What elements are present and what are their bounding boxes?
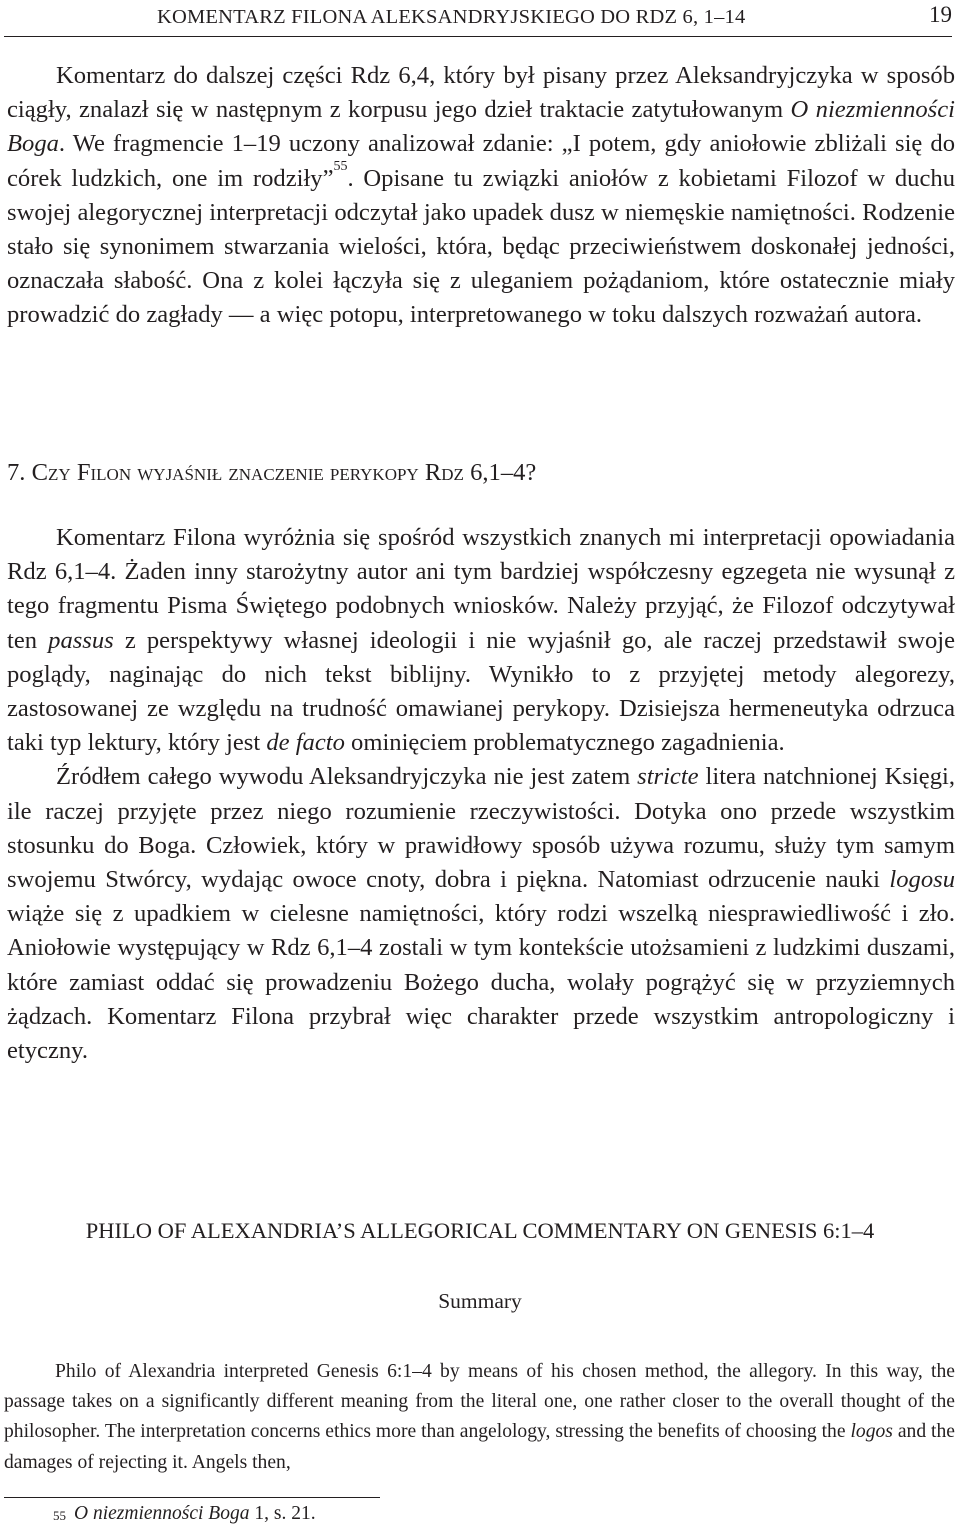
paragraph-commentary-continuation: Komentarz do dalszej części Rdz 6,4, który był pisany przez Aleksandryjczyka w sposób ciągły, znalazł się w następnym z korpusu jego dzieł traktacie zatytułowanym O niezmienności Boga. We fragmencie 1–19 uczony analizował zdanie: „I potem, gdy aniołowie zbliżali się do córek ludzkich, one im rodziły”$^{55}$. Opisane tu związki aniołów z kobietami Filozof w duchu swojej alegorycznej interpretacji odczytał jako upadek dusz w niemęskie namiętności. Rodzenie stało się synonimem stwarzania wielości, która, będąc przeciwieństwem doskonałej jedności, oznaczała słabość. Ona z kolei łączyła się z uleganiem pożądaniom, które ostatecznie miały prowadzić do zagłady — a więc potopu, interpretowanego w toku dalszych rozważań autora. <box>7 62 955 329</box>
italic-logosu: logosu <box>889 866 955 894</box>
section-heading: 7. Czy Filon wyjaśnił znaczenie perykopy Rdz 6,1–4? <box>7 459 537 486</box>
body-text-top <box>7 59 955 333</box>
italic-title: O niezmienności Boga <box>7 96 955 158</box>
summary-label: Summary <box>438 1289 522 1313</box>
summary-title: PHILO OF ALEXANDRIA’S ALLEGORICAL COMMENTARY ON GENESIS 6:1–4 <box>85 1218 875 1243</box>
footnote-divider <box>4 1497 380 1498</box>
italic-de-facto: de facto <box>266 729 345 757</box>
footnote-reference: 55 <box>333 158 348 174</box>
footnote-number: 55 <box>53 1508 66 1523</box>
italic-passus: passus <box>48 626 114 654</box>
paragraph-source-of-argument: Źródłem całego wywodu Aleksandryjczyka nie jest zatem stricte litera natchnionej Księgi, ile raczej przyjęte przez niego rozumienie rzeczywistości. Dotyka ono przede wszystkim stosunku do Boga. Człowiek, który w prawidłowy sposób używa rozumu, służy tym samym swojemu Stwórcy, wydając owoce cnoty, dobra i piękna. Natomiast odrzucenie nauki logosu wiąże się z upadkiem w cielesne namiętności, który rodzi wszelką niesprawiedliwość i zło. Aniołowie występujący w Rdz 6,1–4 zostali w tym kontekście utożsamieni z ludzkimi duszami, które zamiast oddać się prowadzeniu Bożego ducha, wolały pogrążyć się w przyziemnych żądzach. Komentarz Filona przybrał więc charakter przede wszystkim antropologiczny i etyczny. <box>7 763 955 1065</box>
body-text-section7 <box>7 521 955 1068</box>
footnote-italic-title: O niezmienności Boga <box>74 1503 250 1524</box>
page-number: 19 <box>929 2 952 27</box>
paragraph-philo-commentary: Komentarz Filona wyróżnia się spośród wszystkich znanych mi interpretacji opowiadania Rdz 6,1–4. Żaden inny starożytny autor ani tym bardziej współczesny egzegeta nie wysunął z tego fragmentu Pisma Świętego podobnych wniosków. Należy przyjąć, że Filozof odczytywał ten passus z perspektywy własnej ideologii i nie wyjaśnił go, ale raczej przedstawił swoje poglądy, naginając do nich tekst biblijny. Wynikło to z przyjętej metody alegorezy, zastosowanej ze względu na trudność omawianej perykopy. Dzisiejsza hermeneutyka odrzuca taki typ lektury, który jest de facto ominięciem problematycznego zagadnienia. <box>7 524 955 757</box>
summary-body <box>4 1357 955 1478</box>
running-head <box>4 2 952 37</box>
italic-stricte: stricte <box>637 763 699 791</box>
summary-paragraph: Philo of Alexandria interpreted Genesis 6:1–4 by means of his chosen method, the allegory. In this way, the passage takes on a significantly different meaning from the literal one, one rather closer to the overall thought of the philosopher. The interpretation concerns ethics more than angelology, stressing the benefits of choosing the logos and the damages of rejecting it. Angels then, <box>4 1361 955 1473</box>
running-head-title: KOMENTARZ FILONA ALEKSANDRYJSKIEGO DO RDZ 6, 1–14 <box>157 6 746 28</box>
italic-logos: logos <box>850 1421 893 1443</box>
footnote: $^{55}$ O niezmienności Boga 1, s. 21. <box>53 1503 316 1524</box>
